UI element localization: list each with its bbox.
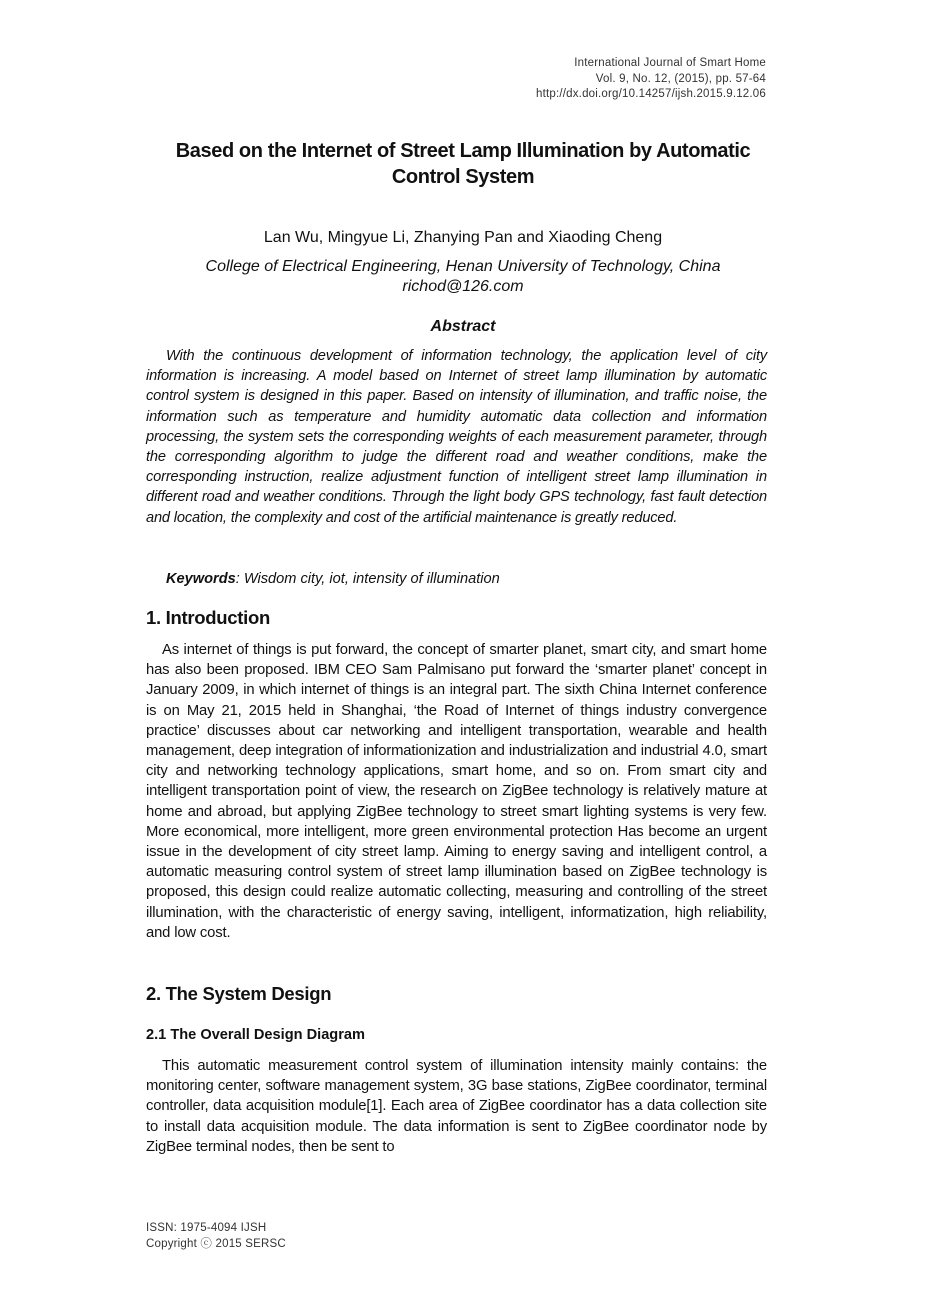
journal-name: International Journal of Smart Home [574, 57, 766, 69]
page-footer [146, 1221, 286, 1252]
email: richod@126.com [402, 278, 524, 295]
overall-design-text: This automatic measurement control system of illumination intensity mainly contains: the monitoring center, software management system, 3G base stations, ZigBee coordinator, terminal controller, data acquisition module[1]. Each area of ZigBee coordinator has a data collection site to install data acquisition module. The data information is sent to ZigBee coordinator node by ZigBee terminal nodes, then be sent to [146, 1058, 767, 1155]
journal-volume: Vol. 9, No. 12, (2015), pp. 57-64 [595, 72, 766, 85]
copyright: Copyright ⓒ 2015 SERSC [146, 1237, 286, 1250]
keywords [146, 569, 767, 589]
subsection-heading-overall-design: 2.1 The Overall Design Diagram [146, 1027, 365, 1043]
paper-title: Based on the Internet of Street Lamp Illumination by Automatic Control System [175, 140, 751, 188]
abstract-heading: Abstract [430, 318, 496, 335]
keywords-text: : Wisdom city, iot, intensity of illumination [235, 571, 500, 587]
authors: Lan Wu, Mingyue Li, Zhanying Pan and Xiaoding Cheng [263, 229, 663, 246]
journal-header [536, 56, 766, 103]
affiliation: College of Electrical Engineering, Henan University of Technology, China [205, 258, 721, 275]
section-heading-system-design: 2. The System Design [146, 983, 332, 1004]
abstract-text: With the continuous development of information technology, the application level of city information is increasing. A model based on Internet of street lamp illumination by automatic control system is designed in this paper. Based on intensity of illumination, and traffic noise, the information such as temperature and humidity automatic data collection and information processing, the system sets the corresponding weights of each measurement parameter, through the corresponding algorithm to judge the different road and weather conditions, make the corresponding instruction, realize adjustment function of intelligent street lamp illumination in different road and weather conditions. Through the light body GPS technology, fast fault detection and location, the complexity and cost of the artificial maintenance is greatly reduced. [146, 348, 767, 526]
section-heading-introduction: 1. Introduction [146, 607, 270, 628]
introduction-text: As internet of things is put forward, the concept of smarter planet, smart city, and smart home has also been proposed. IBM CEO Sam Palmisano put forward the ‘smarter planet’ concept in January 2009, in which internet of things is an integral part. The sixth China Internet conference is on May 21, 2015 held in Shanghai, ‘the Road of Internet of things industry convergence practice’ discusses about car networking and intelligent transportation, wearable and health management, deep integration of informationization and industrialization and industrial 4.0, smart city and networking technology applications, smart home, and so on. From smart city and intelligent transportation point of view, the research on ZigBee technology is relatively mature at home and abroad, but applying ZigBee technology to street smart lighting systems is very few. More economical, more intelligent, more green environmental protection Has become an urgent issue in the development of city street lamp. Aiming to energy saving and intelligent control, a automatic measuring control system of street lamp illumination based on ZigBee technology is proposed, this design could realize automatic collecting, measuring and controlling of the street illumination, with the characteristic of energy saving, intelligent, informatization, high reliability, and low cost. [146, 642, 767, 941]
journal-doi: http://dx.doi.org/10.14257/ijsh.2015.9.12.06 [535, 88, 766, 100]
affiliation-block [140, 257, 786, 297]
keywords-label: Keywords [166, 571, 236, 587]
issn: ISSN: 1975-4094 IJSH [146, 1222, 267, 1234]
